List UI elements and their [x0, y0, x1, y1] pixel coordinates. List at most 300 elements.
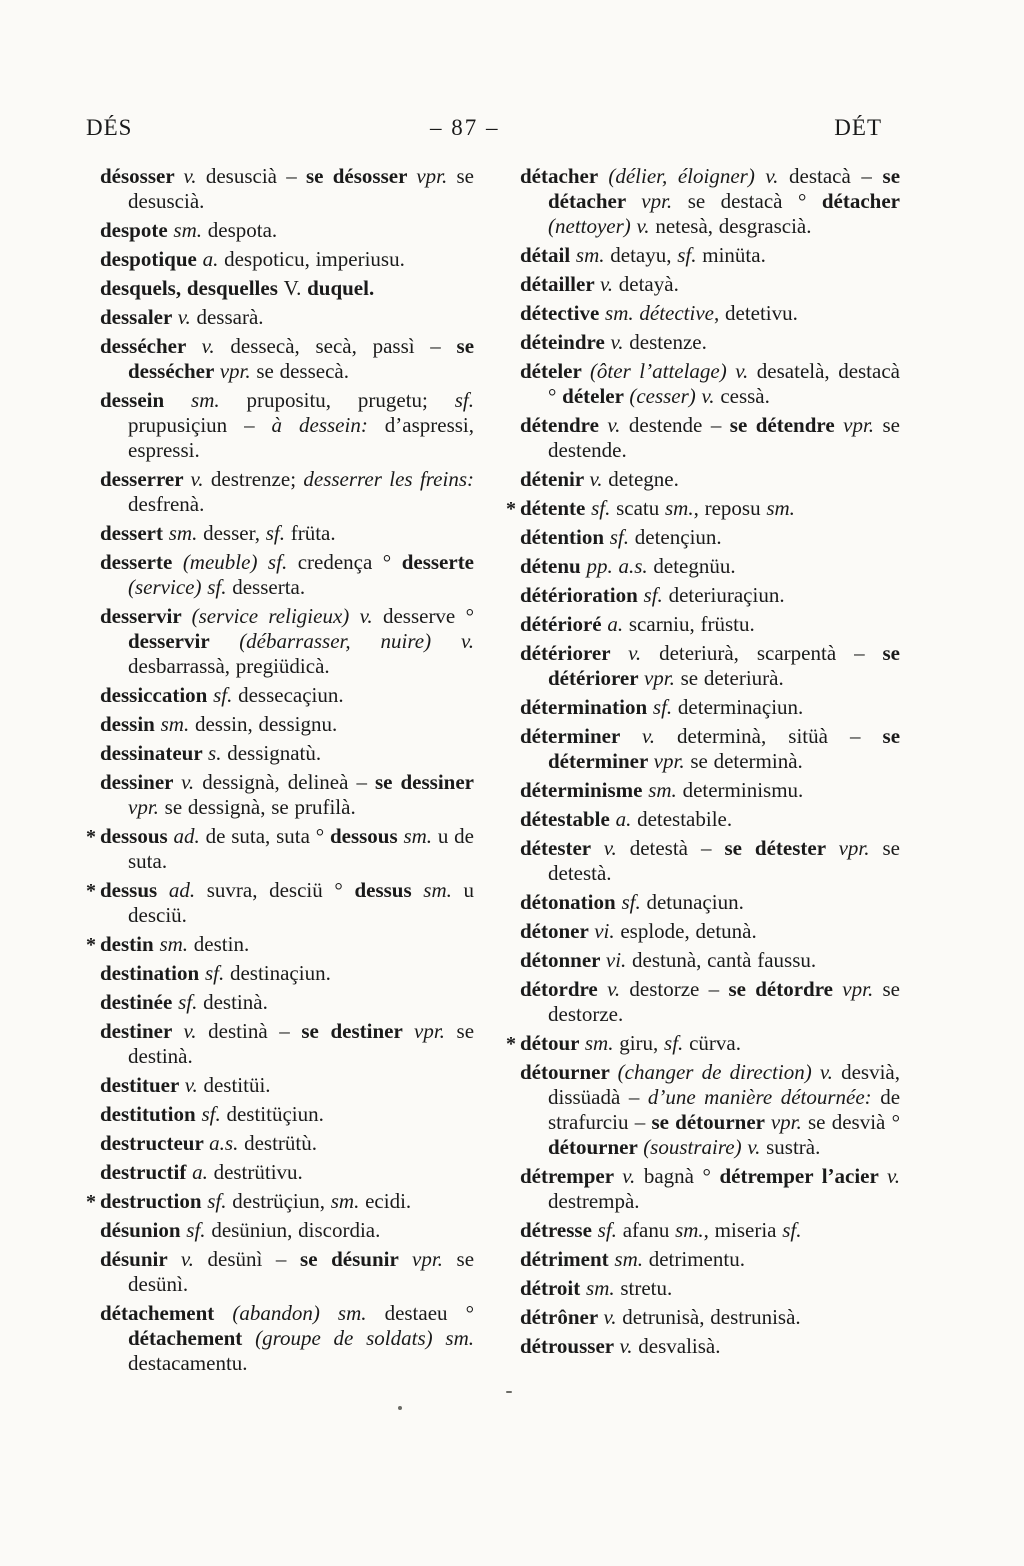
- bold-run: desservir: [128, 629, 240, 653]
- bold-run: détriment: [520, 1247, 615, 1271]
- italic-label-run: v.: [603, 836, 630, 860]
- dictionary-entry: [520, 583, 900, 608]
- dictionary-entry: [520, 1060, 900, 1160]
- italic-label-run: v.: [619, 1334, 639, 1358]
- plain-text-run: detayu,: [610, 243, 678, 267]
- dictionary-entry: [520, 836, 900, 886]
- dictionary-entry: [100, 388, 474, 463]
- plain-text-run: destacamentu.: [128, 1351, 248, 1375]
- plain-text-run: u de suta.: [128, 824, 475, 873]
- page-number: – 87 –: [430, 115, 500, 140]
- italic-label-run: sf.: [213, 683, 239, 707]
- dictionary-entry: [520, 243, 900, 268]
- plain-text-run: se desünì.: [128, 1247, 475, 1296]
- italic-label-run: vpr.: [770, 1110, 808, 1134]
- italic-label-run: a.: [202, 247, 225, 271]
- italic-label-run: sm.: [423, 878, 464, 902]
- italic-label-run: sm.: [664, 496, 694, 520]
- plain-text-run: afanu: [622, 1218, 676, 1242]
- plain-text-run: destrüçiun,: [232, 1189, 331, 1213]
- bold-run: desservir: [100, 604, 192, 628]
- asterisk-marker: *: [86, 934, 96, 956]
- plain-text-run: deteriuraçiun.: [668, 583, 785, 607]
- bold-run: détective: [520, 301, 606, 325]
- plain-text-run: desüniun, discordia.: [211, 1218, 381, 1242]
- italic-label-run: (meuble) sf.: [182, 550, 298, 574]
- italic-label-run: (service) sf.: [128, 575, 233, 599]
- plain-text-run: dessecà, secà, passì –: [230, 334, 457, 358]
- dictionary-entry: [520, 1247, 900, 1272]
- bold-run: destitution: [100, 1102, 202, 1126]
- dictionary-entry: [520, 467, 900, 492]
- bold-run: détenu: [520, 554, 587, 578]
- plain-text-run: detrunisà, destrunisà.: [622, 1305, 801, 1329]
- plain-text-run: se deteriurà.: [680, 666, 784, 690]
- bold-run: dessus: [354, 878, 424, 902]
- italic-label-run: desserrer les freins:: [303, 467, 474, 491]
- dictionary-entry: [100, 1160, 474, 1185]
- plain-text-run: destenze.: [629, 330, 707, 354]
- plain-text-run: bagnà °: [643, 1164, 720, 1188]
- guide-word-left: DÉS: [86, 115, 133, 140]
- dictionary-entry: [100, 305, 474, 330]
- italic-label-run: d’une manière détournée:: [647, 1085, 881, 1109]
- italic-label-run: vpr.: [643, 666, 681, 690]
- plain-text-run: , reposu: [693, 496, 767, 520]
- bold-run: destructif: [100, 1160, 193, 1184]
- italic-label-run: vpr.: [842, 977, 883, 1001]
- italic-label-run: (cesser) v.: [629, 384, 721, 408]
- plain-text-run: desatelà, destacà °: [548, 359, 900, 408]
- italic-label-run: sf.: [204, 961, 230, 985]
- dictionary-entry: [520, 807, 900, 832]
- bold-run: despote: [100, 218, 174, 242]
- bold-run: détérioré: [520, 612, 608, 636]
- bold-run: détachement: [128, 1326, 256, 1350]
- dictionary-entry: [520, 778, 900, 803]
- dictionary-entry: [100, 1102, 474, 1127]
- dictionary-entry: [520, 413, 900, 463]
- bold-run: désunir: [100, 1247, 181, 1271]
- dictionary-entry: [100, 218, 474, 243]
- plain-text-run: destinà.: [203, 990, 268, 1014]
- plain-text-run: despota.: [207, 218, 278, 242]
- bold-run: se détacher: [548, 164, 901, 213]
- italic-label-run: sf.: [591, 496, 617, 520]
- dictionary-entry: [520, 301, 900, 326]
- plain-text-run: se determinà.: [690, 749, 803, 773]
- italic-label-run: vi.: [605, 948, 633, 972]
- bold-run: se dessécher: [128, 334, 475, 383]
- plain-text-run: de suta, suta °: [205, 824, 330, 848]
- italic-label-run: sm.: [586, 1276, 621, 1300]
- italic-label-run: vpr.: [128, 795, 165, 819]
- plain-text-run: detençiun.: [634, 525, 722, 549]
- bold-run: détourner: [548, 1135, 644, 1159]
- dictionary-entry: [520, 948, 900, 973]
- dictionary-entry: [100, 550, 474, 600]
- italic-label-run: sf.: [664, 1031, 690, 1055]
- italic-label-run: sm.: [330, 1189, 366, 1213]
- italic-label-run: sf.: [609, 525, 635, 549]
- dictionary-entry: [86, 878, 475, 928]
- dictionary-entry: [520, 1276, 900, 1301]
- plain-text-run: destinà –: [208, 1019, 302, 1043]
- plain-text-run: detestabile.: [637, 807, 733, 831]
- bold-run: se détordre: [728, 977, 843, 1001]
- bold-run: détresse: [520, 1218, 598, 1242]
- asterisk-marker: *: [86, 1191, 96, 1213]
- dictionary-entry: [100, 712, 474, 737]
- italic-label-run: sf.: [178, 990, 204, 1014]
- plain-text-run: prupositu, prugetu;: [246, 388, 455, 412]
- bold-run: détacher: [520, 164, 609, 188]
- dictionary-entry: [520, 525, 900, 550]
- dictionary-entry: [100, 770, 474, 820]
- plain-text-run: deteriurà, scarpentà –: [659, 641, 883, 665]
- bold-run: se destiner: [301, 1019, 414, 1043]
- bold-run: détachement: [100, 1301, 233, 1325]
- plain-text-run: destin.: [193, 932, 250, 956]
- dictionary-entry: [520, 695, 900, 720]
- italic-label-run: (délier, éloigner) v.: [608, 164, 790, 188]
- italic-label-run: v.: [641, 724, 678, 748]
- italic-label-run: (débarrasser, nuire) v.: [239, 629, 474, 653]
- plain-text-run: scatu: [616, 496, 665, 520]
- plain-text-run: determinaçiun.: [677, 695, 804, 719]
- plain-text-run: detegne.: [608, 467, 679, 491]
- bold-run: dessécher: [100, 334, 202, 358]
- dictionary-entry: [100, 1019, 474, 1069]
- plain-text-run: desvalisà.: [638, 1334, 721, 1358]
- bold-run: desserte: [100, 550, 183, 574]
- bold-run: désosser: [100, 164, 184, 188]
- bold-run: dessus: [100, 878, 169, 902]
- plain-text-run: u desciü.: [128, 878, 475, 927]
- italic-label-run: v.: [183, 1019, 209, 1043]
- bold-run: détourner: [520, 1060, 618, 1084]
- plain-text-run: desserve °: [382, 604, 474, 628]
- bold-run: déterminisme: [520, 778, 649, 802]
- italic-label-run: v.: [607, 413, 629, 437]
- dictionary-entry: [520, 1334, 900, 1359]
- italic-label-run: s.: [208, 741, 228, 765]
- dictionary-entry: [100, 741, 474, 766]
- plain-text-run: dessin, dessignu.: [194, 712, 338, 736]
- italic-label-run: v.: [589, 467, 609, 491]
- dictionary-entry: [100, 990, 474, 1015]
- plain-text-run: destrütivu.: [213, 1160, 303, 1184]
- plain-text-run: destaeu °: [384, 1301, 474, 1325]
- guide-word-right: DÉT: [834, 115, 882, 140]
- plain-text-run: d’aspressi, espressi.: [128, 413, 474, 462]
- bold-run: se détester: [724, 836, 839, 860]
- plain-text-run: minüta.: [702, 243, 766, 267]
- bold-run: détestable: [520, 807, 616, 831]
- plain-text-run: se desvià °: [808, 1110, 901, 1134]
- bold-run: se détériorer: [548, 641, 900, 690]
- dictionary-entry: [520, 359, 900, 409]
- bold-run: dessaler: [100, 305, 178, 329]
- italic-label-run: v.: [600, 272, 619, 296]
- bold-run: despotique: [100, 247, 203, 271]
- bold-run: détour: [520, 1031, 585, 1055]
- italic-label-run: pp. a.s.: [586, 554, 654, 578]
- plain-text-run: desserta.: [232, 575, 306, 599]
- dictionary-entry: [100, 961, 474, 986]
- plain-text-run: destacà –: [789, 164, 883, 188]
- italic-label-run: sf.: [265, 521, 291, 545]
- dictionary-entry: [100, 1247, 474, 1297]
- italic-label-run: v.: [607, 977, 630, 1001]
- italic-label-run: vpr.: [838, 836, 883, 860]
- bold-run: destiner: [100, 1019, 184, 1043]
- italic-label-run: (service religieux) v.: [191, 604, 383, 628]
- italic-label-run: vpr.: [414, 1019, 457, 1043]
- bold-run: détérioration: [520, 583, 644, 607]
- italic-label-run: à dessein:: [271, 413, 385, 437]
- italic-label-run: sf.: [454, 388, 474, 412]
- italic-label-run: v.: [177, 305, 197, 329]
- bold-run: dessert: [100, 521, 169, 545]
- plain-text-run: se desuscià.: [128, 164, 474, 213]
- bold-run: détermination: [520, 695, 653, 719]
- italic-label-run: (abandon) sm.: [232, 1301, 385, 1325]
- italic-label-run: sf.: [621, 890, 647, 914]
- italic-label-run: sm.: [648, 778, 683, 802]
- bold-run: dessiner: [100, 770, 182, 794]
- italic-label-run: sf.: [207, 1189, 233, 1213]
- dictionary-entry: [100, 1131, 474, 1156]
- italic-label-run: v.: [181, 770, 203, 794]
- italic-label-run: sm.: [191, 388, 247, 412]
- plain-text-run: detunaçiun.: [646, 890, 744, 914]
- dictionary-entry: [520, 1164, 900, 1214]
- italic-label-run: sf.: [597, 1218, 623, 1242]
- bold-run: déterminer: [520, 724, 642, 748]
- plain-text-run: dessarà.: [196, 305, 264, 329]
- dictionary-entry: [100, 1218, 474, 1243]
- plain-text-run: ecidi.: [365, 1189, 412, 1213]
- bold-run: se déterminer: [548, 724, 901, 773]
- plain-text-run: destitüçiun.: [226, 1102, 324, 1126]
- dictionary-entry: [520, 919, 900, 944]
- plain-text-run: dessignà, delineà –: [202, 770, 375, 794]
- bold-run: dessein: [100, 388, 192, 412]
- bold-run: destituer: [100, 1073, 185, 1097]
- plain-text-run: se detestà.: [548, 836, 900, 885]
- bold-run: dessin: [100, 712, 161, 736]
- asterisk-marker: *: [86, 880, 96, 902]
- italic-label-run: vpr.: [641, 189, 688, 213]
- plain-text-run: desünì –: [207, 1247, 301, 1271]
- plain-text-run: , detetivu.: [714, 301, 798, 325]
- plain-text-run: se dessecà.: [256, 359, 349, 383]
- plain-text-run: desuscià –: [205, 164, 306, 188]
- dictionary-entry: [520, 612, 900, 637]
- italic-label-run: sm.: [173, 218, 208, 242]
- plain-text-run: despoticu, imperiusu.: [224, 247, 405, 271]
- italic-label-run: v.: [180, 1247, 208, 1271]
- bold-run: détacher: [821, 189, 900, 213]
- italic-label-run: sm.: [675, 1218, 704, 1242]
- right-column: [506, 164, 901, 1380]
- italic-label-run: v.: [628, 641, 660, 665]
- dictionary-entry: [86, 824, 475, 874]
- text-columns: [0, 164, 1024, 1380]
- italic-label-run: v.: [183, 164, 206, 188]
- plain-text-run: se destinà.: [128, 1019, 475, 1068]
- italic-label-run: (groupe de soldats) sm.: [255, 1326, 474, 1350]
- plain-text-run: stretu.: [620, 1276, 673, 1300]
- dictionary-entry: [520, 1305, 900, 1330]
- plain-text-run: credença °: [297, 550, 402, 574]
- plain-text-run: , miseria: [703, 1218, 783, 1242]
- italic-label-run: (nettoyer) v.: [548, 214, 656, 238]
- bold-run: desquels, desquelles: [100, 276, 284, 300]
- bold-run: détériorer: [520, 641, 629, 665]
- italic-label-run: v.: [184, 1073, 204, 1097]
- italic-label-run: ad.: [173, 824, 206, 848]
- italic-label-run: vi.: [594, 919, 621, 943]
- plain-text-run: destende –: [628, 413, 730, 437]
- bold-run: détonner: [520, 948, 606, 972]
- plain-text-run: desvià, dissüadà –: [548, 1060, 901, 1109]
- dictionary-entry: [506, 1031, 900, 1056]
- bold-run: détrousser: [520, 1334, 620, 1358]
- plain-text-run: dessignatù.: [227, 741, 322, 765]
- italic-label-run: a.: [192, 1160, 214, 1184]
- plain-text-run: desser,: [203, 521, 266, 545]
- dictionary-entry: [520, 272, 900, 297]
- bold-run: duquel.: [307, 276, 375, 300]
- plain-text-run: dessecaçiun.: [238, 683, 344, 707]
- plain-text-run: detayà.: [618, 272, 679, 296]
- plain-text-run: V.: [283, 276, 308, 300]
- plain-text-run: destorze –: [629, 977, 729, 1001]
- italic-label-run: sm.: [614, 1247, 649, 1271]
- bold-run: détention: [520, 525, 610, 549]
- left-column: [86, 164, 475, 1380]
- dictionary-entry: [86, 932, 474, 957]
- plain-text-run: destunà, cantà faussu.: [632, 948, 817, 972]
- bold-run: dessous: [329, 824, 404, 848]
- bold-run: desserrer: [100, 467, 191, 491]
- italic-label-run: sm.: [575, 243, 611, 267]
- plain-text-run: se destacà °: [687, 189, 822, 213]
- dictionary-entry: [100, 604, 474, 679]
- italic-label-run: sm.: [168, 521, 204, 545]
- bold-run: dételer: [562, 384, 630, 408]
- bold-run: détremper: [520, 1164, 623, 1188]
- plain-text-run: destrütù.: [244, 1131, 318, 1155]
- italic-label-run: a.: [607, 612, 629, 636]
- italic-label-run: v.: [190, 467, 211, 491]
- italic-label-run: sf.: [652, 695, 678, 719]
- dictionary-entry: [506, 496, 900, 521]
- italic-label-run: sm.: [766, 496, 795, 520]
- italic-label-run: sf.: [677, 243, 703, 267]
- dictionary-entry: [100, 1301, 474, 1376]
- plain-text-run: scarniu, früstu.: [628, 612, 755, 636]
- dictionary-entry: [520, 554, 900, 579]
- plain-text-run: suvra, desciü °: [206, 878, 355, 902]
- bold-run: destruction: [100, 1189, 208, 1213]
- italic-label-run: v.: [622, 1164, 644, 1188]
- plain-text-run: cürva.: [689, 1031, 741, 1055]
- italic-label-run: (changer de direction) v.: [617, 1060, 842, 1084]
- italic-label-run: vpr.: [219, 359, 257, 383]
- dictionary-entry: [100, 247, 474, 272]
- bold-run: dételer: [520, 359, 590, 383]
- scan-speck: [398, 1406, 402, 1410]
- italic-label-run: sm. détective: [605, 301, 714, 325]
- dictionary-entry: [100, 164, 474, 214]
- asterisk-marker: *: [506, 498, 516, 520]
- bold-run: détail: [520, 243, 576, 267]
- bold-run: se désunir: [300, 1247, 413, 1271]
- italic-label-run: sf.: [643, 583, 669, 607]
- plain-text-run: se destende.: [548, 413, 900, 462]
- plain-text-run: netesà, desgrascià.: [655, 214, 812, 238]
- plain-text-run: prupusiçiun –: [128, 413, 272, 437]
- bold-run: destin: [100, 932, 160, 956]
- plain-text-run: cessà.: [720, 384, 770, 408]
- plain-text-run: detrimentu.: [648, 1247, 745, 1271]
- dictionary-entry: [520, 641, 900, 691]
- bold-run: déteindre: [520, 330, 611, 354]
- bold-run: se désosser: [306, 164, 417, 188]
- bold-run: détremper l’acier: [719, 1164, 887, 1188]
- italic-label-run: sf.: [782, 1218, 802, 1242]
- plain-text-run: giru,: [619, 1031, 665, 1055]
- plain-text-run: se destorze.: [548, 977, 900, 1026]
- bold-run: détrôner: [520, 1305, 604, 1329]
- italic-label-run: v.: [886, 1164, 900, 1188]
- plain-text-run: destrenze;: [210, 467, 304, 491]
- bold-run: désunion: [100, 1218, 187, 1242]
- bold-run: destination: [100, 961, 205, 985]
- asterisk-marker: *: [86, 826, 96, 848]
- plain-text-run: determinismu.: [682, 778, 804, 802]
- bold-run: détoner: [520, 919, 595, 943]
- italic-label-run: vpr.: [412, 1247, 457, 1271]
- plain-text-run: destitüi.: [203, 1073, 271, 1097]
- plain-text-run: desbarrassà, pregiüdicà.: [128, 654, 330, 678]
- italic-label-run: (ôter l’attelage) v.: [589, 359, 757, 383]
- bold-run: se détourner: [651, 1110, 771, 1134]
- dictionary-entry: [100, 1073, 474, 1098]
- bold-run: détailler: [520, 272, 601, 296]
- plain-text-run: sustrà.: [766, 1135, 821, 1159]
- dictionary-entry: [100, 467, 474, 517]
- italic-label-run: a.s.: [209, 1131, 245, 1155]
- italic-label-run: v.: [201, 334, 231, 358]
- bold-run: se détendre: [729, 413, 844, 437]
- bold-run: se dessiner: [374, 770, 475, 794]
- scan-speck: [506, 1391, 512, 1393]
- italic-label-run: ad.: [168, 878, 207, 902]
- bold-run: dessous: [100, 824, 174, 848]
- bold-run: détroit: [520, 1276, 587, 1300]
- italic-label-run: sm.: [403, 824, 438, 848]
- bold-run: détenir: [520, 467, 590, 491]
- italic-label-run: vpr.: [843, 413, 883, 437]
- plain-text-run: de strafurciu –: [548, 1085, 901, 1134]
- bold-run: dessinateur: [100, 741, 209, 765]
- running-head: [86, 114, 882, 144]
- italic-label-run: sm.: [159, 932, 194, 956]
